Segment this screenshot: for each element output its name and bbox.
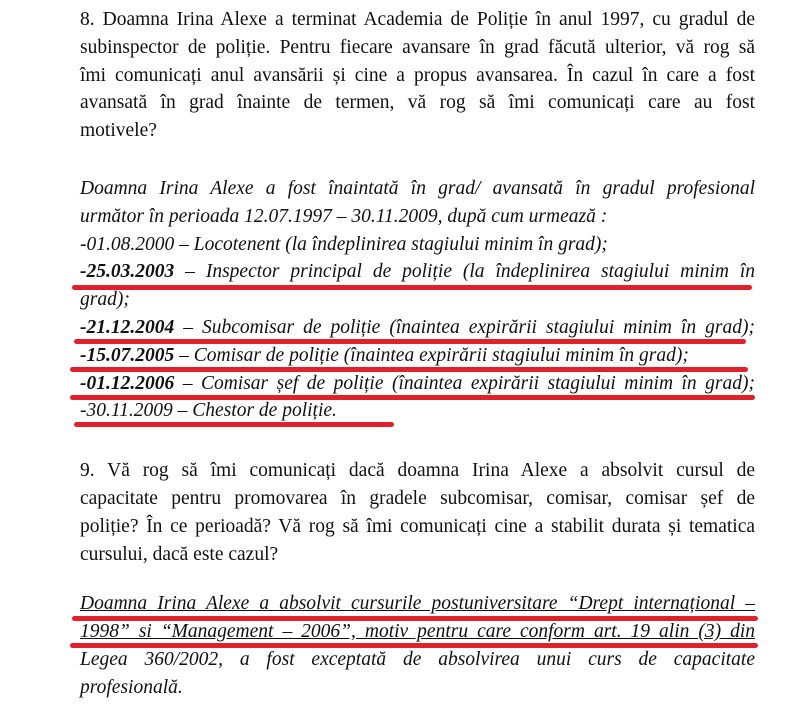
rank-text: – Locotenent (la îndeplinirea stagiului minim în grad); (174, 233, 608, 255)
text-line: avansată în grad înainte de termen, vă rog să îmi comunicați care au fost (80, 92, 755, 114)
answer-9 (80, 590, 755, 701)
text-line: Legea 360/2002, a fost exceptată de absolvirea unui curs de capacitate (80, 648, 755, 670)
rank-date: -01.12.2006 (80, 372, 175, 394)
rank-date: -25.03.2003 (80, 261, 175, 283)
answer-8 (80, 175, 755, 425)
highlight-mark (74, 422, 394, 427)
text-line: poliție? În ce perioadă? Vă rog să îmi comunicați cine a stabilit durata și tematica (80, 515, 755, 537)
rank-item (80, 397, 755, 425)
text-line: Doamna Irina Alexe a absolvit cursurile postuniversitare “Drept internațional – (80, 590, 755, 618)
rank-text: – Subcomisar de poliție (înaintea expirării stagiului minim în grad); (174, 316, 755, 338)
rank-date: -30.11.2009 (80, 400, 173, 422)
document-page (80, 6, 755, 702)
rank-text: – Chestor de poliție. (172, 400, 337, 422)
rank-item (80, 258, 755, 286)
text-line: 1998” si “Management – 2006”, motiv pentru care conform art. 19 alin (3) din (80, 618, 755, 646)
text-line: următor în perioada 12.07.1997 – 30.11.2009, după cum urmează : (80, 205, 608, 227)
text-line: motivele? (80, 120, 157, 142)
rank-item (80, 314, 755, 342)
rank-item (80, 231, 755, 259)
question-8 (80, 6, 755, 145)
rank-date: -01.08.2000 (80, 233, 175, 255)
text-line: 9. Vă rog să îmi comunicați dacă doamna Irina Alexe a absolvit cursul de (80, 460, 755, 482)
rank-text: – Comisar șef de poliție (înaintea expirării stagiului minim în grad); (174, 372, 755, 394)
rank-item (80, 342, 755, 370)
rank-text: – Comisar de poliție (înaintea expirării stagiului minim în grad); (174, 344, 689, 366)
rank-text: – Inspector principal de poliție (la îndeplinirea stagiului minim în (174, 261, 755, 283)
text-line: subinspector de poliție. Pentru fiecare avansare în grad făcută ulterior, vă rog să (80, 36, 755, 58)
rank-date: -15.07.2005 (80, 344, 175, 366)
rank-item (80, 370, 755, 398)
rank-item-cont: grad); (80, 289, 130, 311)
text-line: 8. Doamna Irina Alexe a terminat Academia de Poliție în anul 1997, cu gradul de (80, 9, 755, 30)
text-line: profesională. (80, 676, 183, 698)
text-line: capacitate pentru promovarea în gradele subcomisar, comisar, comisar șef de (80, 487, 755, 509)
rank-date: -21.12.2004 (80, 316, 175, 338)
text-line: Doamna Irina Alexe a fost înaintată în grad/ avansată în gradul profesional (80, 177, 755, 199)
text-line: îmi comunicați anul avansării și cine a propus avansarea. În cazul în care a fost (80, 64, 755, 86)
text-line: cursului, dacă este cazul? (80, 543, 279, 565)
question-9 (80, 457, 755, 568)
